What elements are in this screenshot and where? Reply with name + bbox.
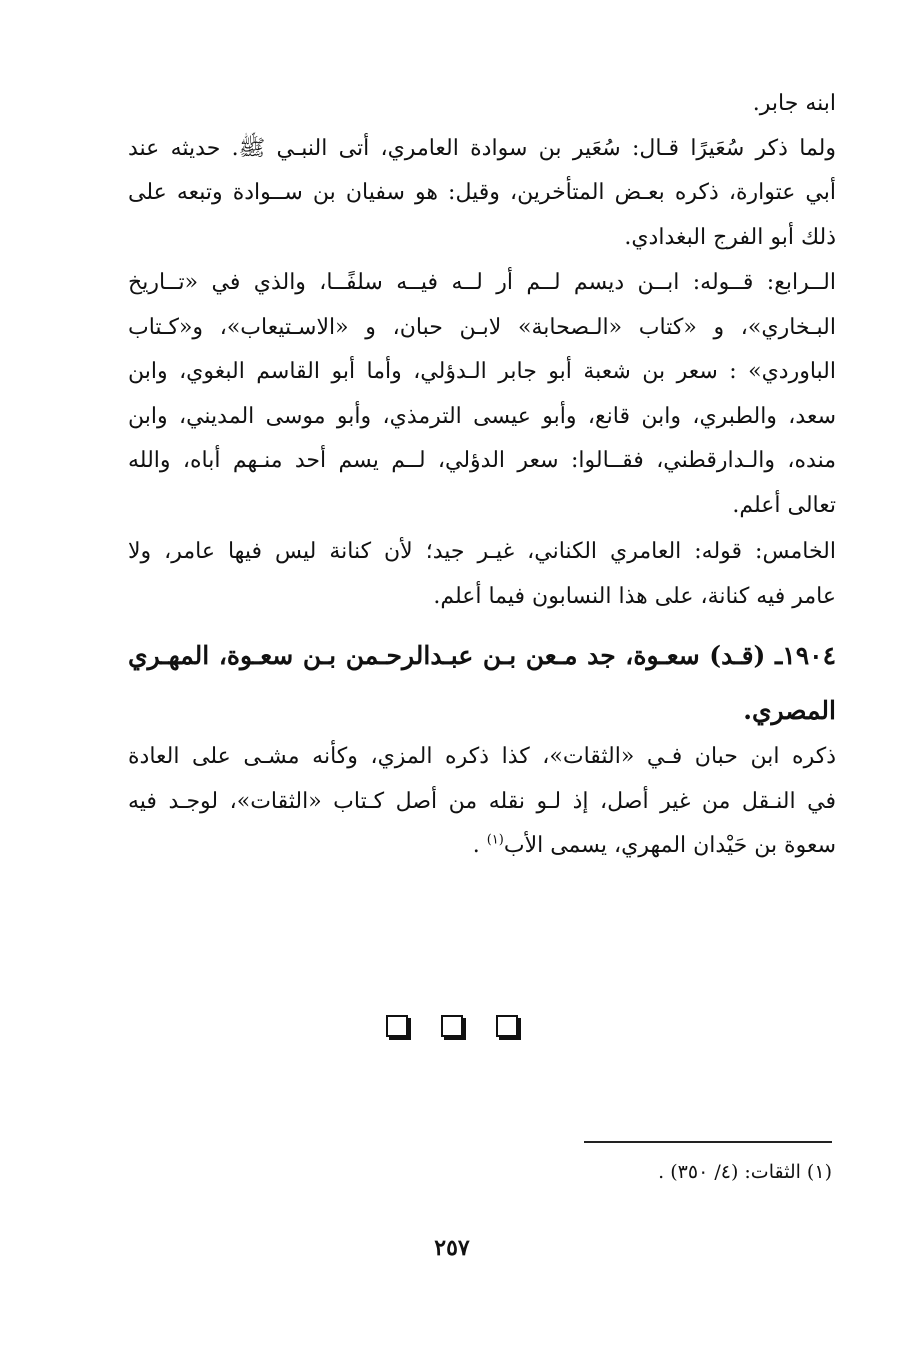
entry-heading	[128, 628, 836, 738]
text-line: تعالى أعلم.	[732, 492, 836, 518]
last-line-text: سعوة بن حَيْدان المهري، يسمى الأب	[503, 833, 836, 858]
text-line: البـخاري»، و «كتاب «الـصحابة» لابـن حبان، و «الاسـتيعاب»، و«كـتاب	[128, 314, 836, 340]
text-line: ولما ذكر سُعَيرًا قـال: سُعَير بن سوادة العامري، أتى النبـي ﷺ. حديثه عند	[128, 135, 836, 161]
text-line: ذكره ابن حبان فـي «الثقات»، كذا ذكره المزي، وكأنه مشـى على العادة	[128, 744, 836, 769]
last-line-end: .	[472, 833, 487, 858]
text-line: ابنه جابر.	[752, 91, 836, 116]
heading-line: المصري.	[743, 696, 836, 725]
text-line: عامر فيه كنانة، على هذا النسابون فيما أعلم.	[433, 583, 836, 609]
entry-body-paragraph	[128, 735, 836, 869]
text-line: في النـقل من غير أصل، إذ لـو نقله من أصل كـتاب «الثقات»، لوجـد فيه	[128, 788, 836, 814]
text-line: ذلك أبو الفرج البغدادي.	[624, 224, 836, 250]
section-end-ornament	[0, 1015, 904, 1041]
square-ornament-icon	[441, 1015, 463, 1037]
fourth-point-paragraph	[128, 261, 836, 528]
page-number: ٢٥٧	[434, 1235, 470, 1261]
footnote-divider	[584, 1141, 832, 1143]
fifth-point-paragraph	[128, 530, 836, 619]
square-ornament-icon	[496, 1015, 518, 1037]
text-line: الــرابع: قــوله: ابــن ديسم لــم أر لــه فيــه سلفًــا، والذي في «تــاريخ	[128, 270, 836, 295]
footnote: (١) الثقات: (٤/ ٣٥٠) .	[658, 1161, 832, 1183]
text-line-with-footnote	[128, 824, 836, 869]
text-line: سعد، والطبري، وابن قانع، وأبو عيسى الترمذي، وأبو موسى المديني، وابن	[128, 403, 836, 429]
footnote-reference[interactable]: (١)	[486, 832, 504, 848]
text-line: منده، والـدارقطني، فقــالوا: سعر الدؤلي، لــم يسم أحد منـهم أباه، والله	[128, 448, 836, 473]
intro-paragraph	[128, 82, 836, 260]
text-line: الخامس: قوله: العامري الكناني، غيـر جيد؛ لأن كنانة ليس فيها عامر، ولا	[128, 539, 836, 564]
text-line: أبي عتوارة، ذكره بعـض المتأخرين، وقيل: هو سفيان بن ســوادة وتبعه على	[128, 180, 836, 205]
heading-line: ١٩٠٤ـ (قـد) سعـوة، جد مـعن بـن عبـدالرحـمن بـن سعـوة، المهـري	[128, 641, 836, 670]
square-ornament-icon	[386, 1015, 408, 1037]
text-line: الباوردي» : سعر بن شعبة أبو جابر الـدؤلي، وأما أبو القاسم البغوي، وابن	[128, 359, 836, 384]
